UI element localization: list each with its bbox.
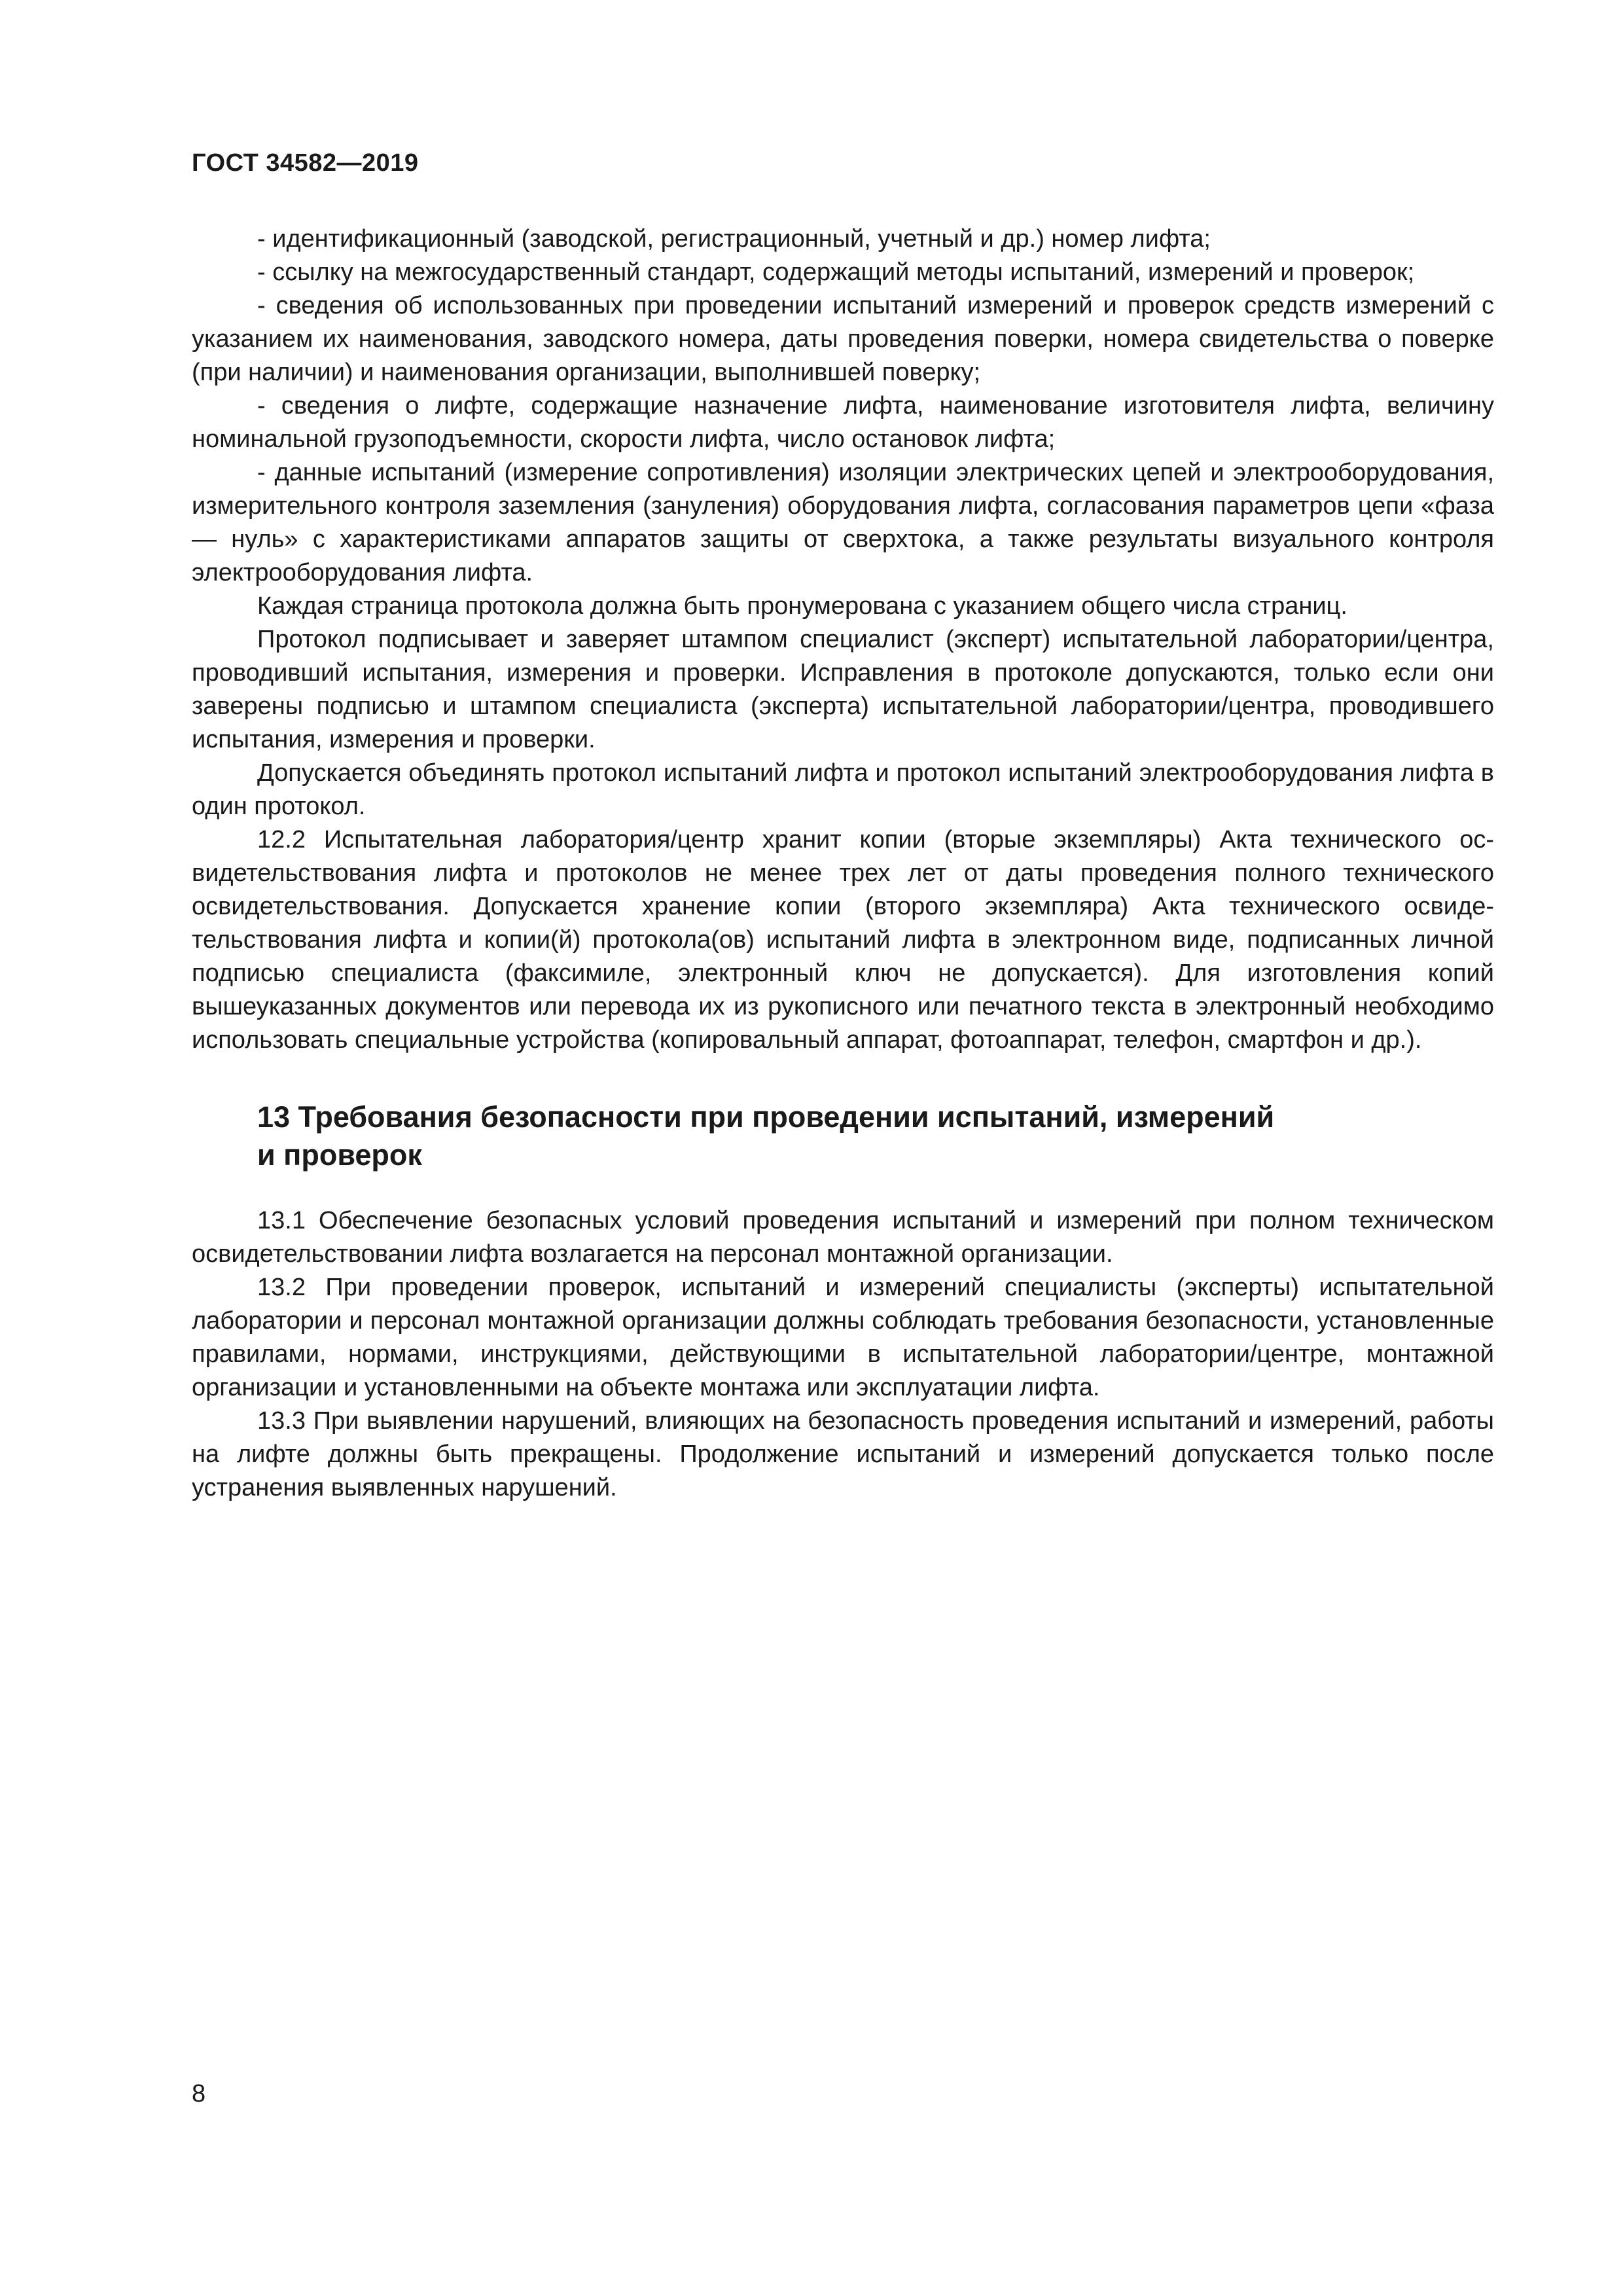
paragraph-13-2: 13.2 При проведении проверок, испытаний и измерений специалисты (эксперты) испытательной лаборатории и персонал монтажной организации должны соблюдать требования безопасности, установленные правилами, нормами, инструкциями, действующими в испытательной лаборатории/центре, монтажной организации и установленными на объекте монтажа или эксплуатации лифта.	[192, 1274, 1494, 1401]
section-13-title-line-1: 13 Требования безопасности при проведении испытаний, измерений	[257, 1100, 1275, 1134]
page-number: 8	[192, 2080, 206, 2108]
paragraph-item-test-data: - данные испытаний (измерение сопротивления) изоляции электрических цепей и электрооборудования, измерительного контроля заземления (зануления) оборудования лифта, согласования параметров цепи «фаза — нуль» с характеристиками аппаратов защиты от сверхтока, а также результаты визуального контроля электрооборудования лифта.	[192, 459, 1494, 586]
paragraph-protocol-merge: Допускается объединять протокол испытаний лифта и протокол испытаний электрооборудования лифта в один протокол.	[192, 759, 1494, 820]
paragraph-page-numbering: Каждая страница протокола должна быть пронумерована с указанием общего числа страниц.	[257, 592, 1347, 620]
paragraph-12-2: 12.2 Испытательная лаборатория/центр хранит копии (вторые экземпляры) Акта технического освидетельствования лифта и протоколов не менее трех лет от даты проведения полного технического освидетельствования. Допускается хранение копии (второго экземпляра) Акта технического освидетельствования лифта и копии(й) протокола(ов) испытаний лифта в электронном виде, подписанных личной подписью специалиста (факсимиле, электронный ключ не допускается). Для изготовления копий вышеуказанных документов или перевода их из рукописного или печатного текста в электронный необходимо использовать специальные устройства (копировальный аппарат, фотоаппарат, телефон, смартфон и др.).	[192, 826, 1494, 1054]
section-13-title	[192, 1098, 1494, 1174]
paragraph-item-lift-number: - идентификационный (заводской, регистрационный, учетный и др.) номер лифта;	[257, 225, 1211, 253]
paragraph-13-1: 13.1 Обеспечение безопасных условий проведения испытаний и измерений при полном техническом освидетельствовании лифта возлагается на персонал монтажной организации.	[192, 1207, 1494, 1268]
paragraph-protocol-signature: Протокол подписывает и заверяет штампом специалист (эксперт) испытательной лаборатории/центра, проводивший испытания, измерения и проверки. Исправления в протоколе допускаются, только если они заверены подписью и штампом специалиста (эксперта) испытательной лаборатории/центра, проводившего испытания, измерения и проверки.	[192, 626, 1494, 753]
document-header: ГОСТ 34582—2019	[192, 149, 419, 177]
paragraph-item-measurement-tools: - сведения об использованных при проведении испытаний измерений и проверок средств измерений с указанием их наименования, заводского номера, даты проведения поверки, номера свидетельства о поверке (при наличии) и наименования организации, выполнившей поверку;	[192, 292, 1494, 386]
paragraph-item-lift-info: - сведения о лифте, содержащие назначение лифта, наименование изготовителя лифта, величину номинальной грузоподъемности, скорости лифта, число остановок лифта;	[192, 392, 1494, 453]
section-13-body	[192, 1204, 1494, 1505]
paragraph-item-standard-reference: - ссылку на межгосударственный стандарт, содержащий методы испытаний, измерений и проверок;	[257, 259, 1415, 286]
section-13-title-line-2: и проверок	[257, 1138, 422, 1172]
paragraph-13-3: 13.3 При выявлении нарушений, влияющих на безопасность проведения испытаний и измерений, работы на лифте должны быть прекращены. Продолжение испытаний и измерений допускается только после устранения выявленных нарушений.	[192, 1407, 1494, 1501]
document-body	[192, 223, 1494, 1505]
